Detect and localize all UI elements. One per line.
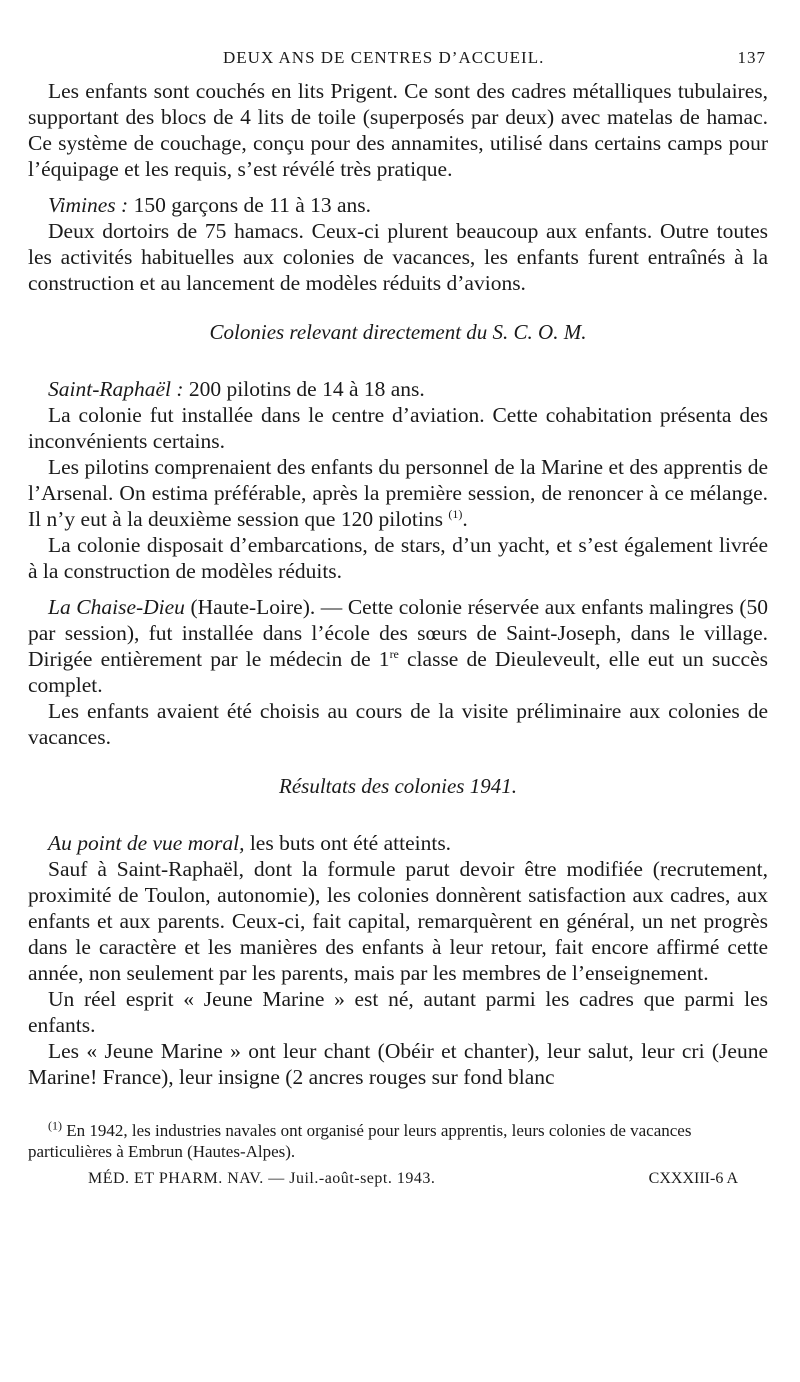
section-heading-colonies: Colonies relevant directement du S. C. O. M.	[209, 320, 587, 344]
running-header	[28, 48, 768, 78]
running-title: DEUX ANS DE CENTRES D’ACCUEIL.	[223, 48, 545, 67]
paragraph-dortoirs: Deux dortoirs de 75 hamacs. Ceux-ci plurent beaucoup aux enfants. Outre toutes les activités habituelles aux colonies de vacances, les enfants furent entraînés à la construction et au lancement de modèles réduits d’avions.	[28, 219, 768, 295]
place-chaise-dieu: La Chaise-Dieu	[48, 595, 185, 619]
signature-mark: CXXXIII-6 A	[648, 1170, 738, 1187]
page-number: 137	[737, 48, 766, 67]
place-vimines: Vimines :	[48, 193, 129, 217]
paragraph-lits-prigent: Les enfants sont couchés en lits Prigent. Ce sont des cadres métalliques tubulaires, supportant des blocs de 4 lits de toile (superposés par deux) avec matelas de hamac. Ce système de couchage, conçu pour des annamites, utilisé dans certains camps pour l’équipage et les requis, s’est révélé très pratique.	[28, 79, 768, 181]
page-footer	[28, 1170, 768, 1196]
paragraph-vimines: Vimines : 150 garçons de 11 à 13 ans.	[48, 193, 372, 217]
paragraph-moral: Au point de vue moral, les buts ont été atteints.	[48, 831, 452, 855]
paragraph-chaise-dieu: La Chaise-Dieu (Haute-Loire). — Cette colonie réservée aux enfants malingres (50 par session), fut installée dans l’école des sœurs de Saint-Joseph, dans le village. Dirigée entièrement par le médecin de 1re classe de Dieuleveult, elle eut un succès complet.	[28, 595, 769, 697]
paragraph-visite: Les enfants avaient été choisis au cours de la visite préliminaire aux colonies de vacances.	[28, 699, 768, 749]
place-saint-raphael: Saint-Raphaël :	[48, 377, 184, 401]
paragraph-pilotins: Les pilotins comprenaient des enfants du personnel de la Marine et des apprentis de l’Arsenal. On estima préférable, après la première session, de renoncer à ce mélange. Il n’y eut à la deuxième session que 120 pilotins $^{(1)}$.	[28, 455, 768, 531]
paragraph-satisfaction: Sauf à Saint-Raphaël, dont la formule parut devoir être modifiée (recrutement, proximité de Toulon, autonomie), les colonies donnèrent satisfaction aux cadres, aux enfants et aux parents. Ceux-ci, fait capital, remarquèrent en général, un net progrès dans le caractère et les manières des enfants à leur retour, fait encore affirmé cette année, non seulement par les parents, mais par les membres de l’enseignement.	[28, 857, 768, 985]
page	[28, 48, 768, 1196]
journal-citation: MÉD. ET PHARM. NAV. — Juil.-août-sept. 1943.	[88, 1170, 436, 1187]
section-heading-resultats: Résultats des colonies 1941.	[279, 774, 517, 798]
footnote: $^{(1)}$ En 1942, les industries navales ont organisé pour leurs apprentis, leurs colonies de vacances particulières à Embrun (Hautes-Alpes).	[28, 1118, 692, 1161]
paragraph-chant: Les « Jeune Marine » ont leur chant (Obéir et chanter), leur salut, leur cri (Jeune Marine! France), leur insigne (2 ancres rouges sur fond blanc	[28, 1039, 768, 1089]
footnote-ref: (1)	[448, 506, 463, 521]
paragraph-saint-raphael: Saint-Raphaël : 200 pilotins de 14 à 18 ans.	[48, 377, 425, 401]
paragraph-cohabitation: La colonie fut installée dans le centre d’aviation. Cette cohabitation présenta des inconvénients certains.	[28, 403, 768, 453]
paragraph-esprit: Un réel esprit « Jeune Marine » est né, autant parmi les cadres que parmi les enfants.	[28, 987, 768, 1037]
paragraph-embarcations: La colonie disposait d’embarcations, de stars, d’un yacht, et s’est également livrée à la construction de modèles réduits.	[28, 533, 768, 583]
lead-moral: Au point de vue moral,	[48, 831, 245, 855]
